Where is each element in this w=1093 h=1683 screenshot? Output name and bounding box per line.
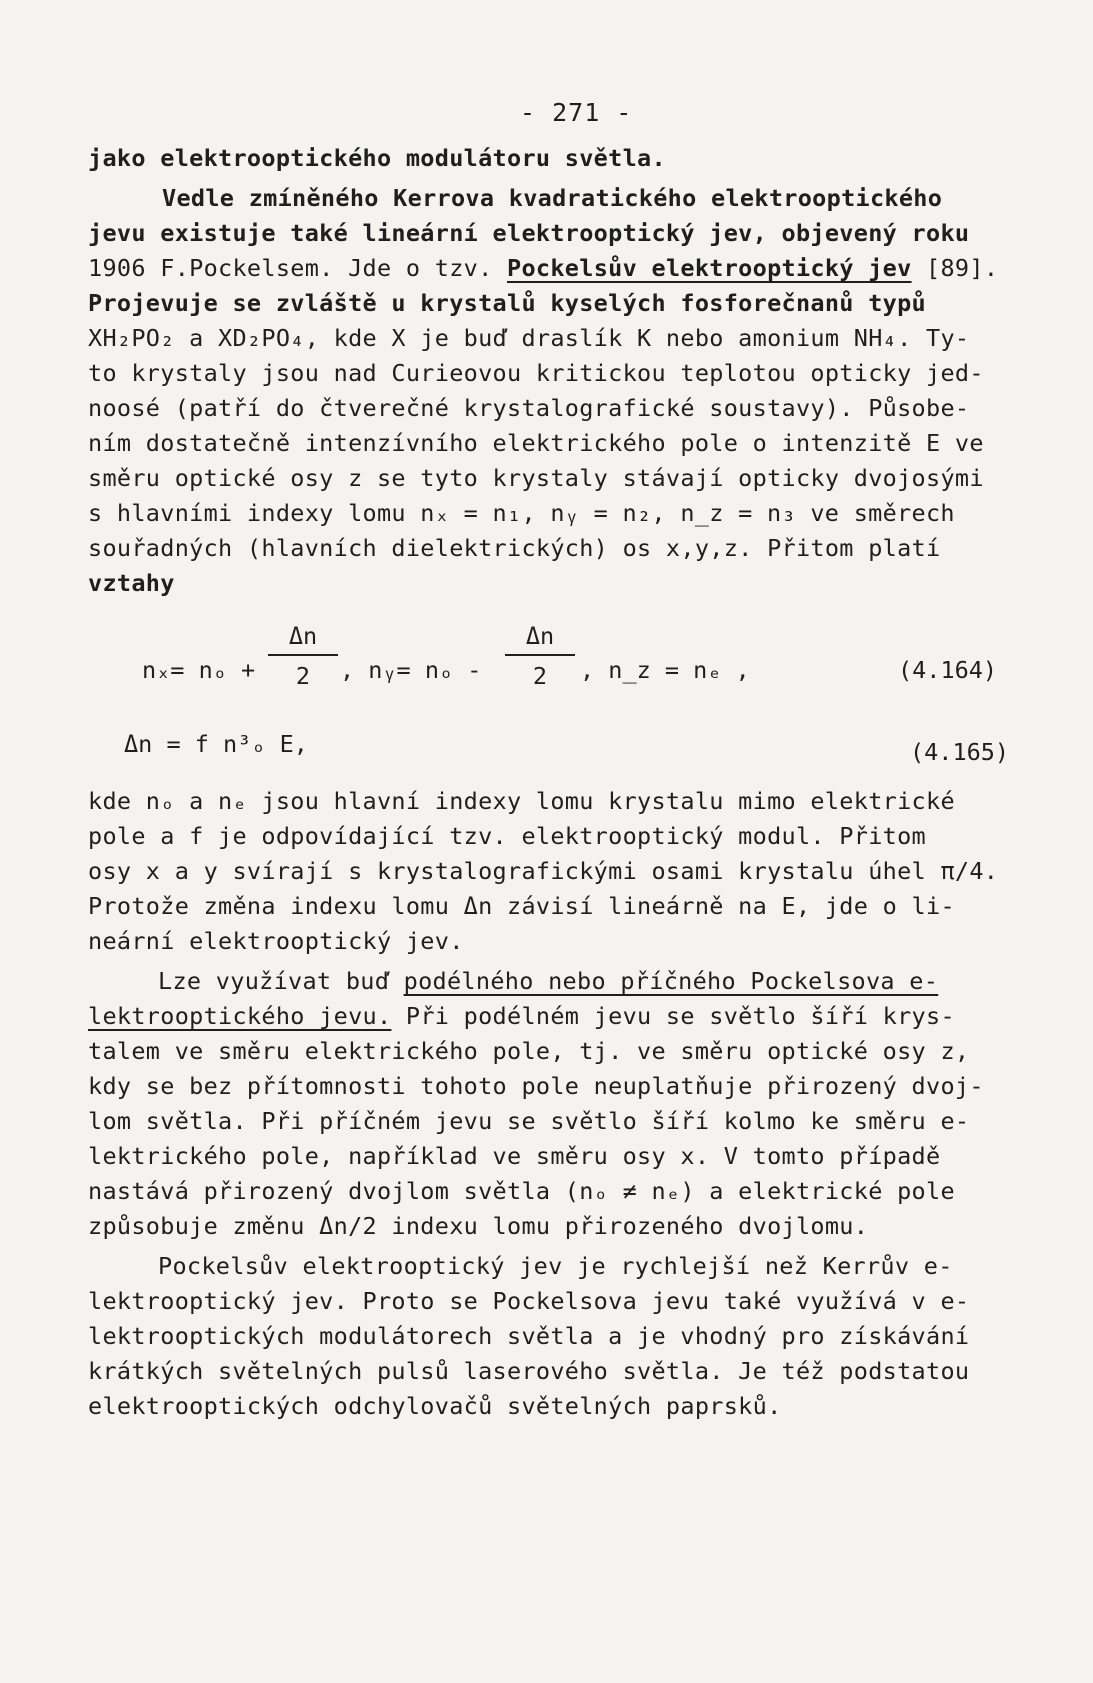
text-line: kde nₒ a nₑ jsou hlavní indexy lomu krystalu mimo elektrické (88, 787, 955, 815)
term-underlined: lektrooptického jevu. (88, 1002, 392, 1030)
text-line: krátkých světelných pulsů laserového světla. Je též podstatou (88, 1357, 970, 1385)
eq-nz: , n_z = nₑ , (580, 656, 750, 684)
text-line: neární elektrooptický jev. (88, 927, 464, 955)
text-line: jako elektrooptického modulátoru světla. (88, 144, 666, 172)
eq-ny-lhs: , nᵧ= nₒ - (340, 656, 482, 684)
text-line: Pockelsův elektrooptický jev je rychlejší než Kerrův e- (158, 1252, 953, 1280)
fraction-delta-n-over-2 (268, 622, 338, 690)
text-line: lom světla. Při příčném jevu se světlo šíří kolmo ke směru e- (88, 1107, 970, 1135)
text-line: souřadných (hlavních dielektrických) os x,y,z. Přitom platí (88, 534, 941, 562)
text-line: noosé (patří do čtverečné krystalografické soustavy). Působe- (88, 394, 970, 422)
text-line: jevu existuje také lineární elektrooptický jev, objevený roku (88, 219, 970, 247)
text-line (158, 966, 938, 996)
fraction-denominator: 2 (532, 662, 548, 690)
text-line: lektrooptických modulátorech světla a je vhodný pro získávání (88, 1322, 970, 1350)
text-line: s hlavními indexy lomu nₓ = n₁, nᵧ = n₂, n_z = n₃ ve směrech (88, 499, 955, 527)
fraction-numerator: Δn (288, 622, 318, 650)
text-line: XH₂PO₂ a XD₂PO₄, kde X je buď draslík K nebo amonium NH₄. Ty- (88, 324, 970, 352)
text-span: 1906 F.Pockelsem. Jde o tzv. (88, 254, 493, 282)
text-line (88, 1001, 955, 1031)
fraction-denominator: 2 (295, 662, 311, 690)
text-line: lektrického pole, například ve směru osy x. V tomto případě (88, 1142, 941, 1170)
page-number: - 271 - (520, 98, 633, 127)
fraction-numerator: Δn (525, 622, 555, 650)
text-line: Projevuje se zvláště u krystalů kyselých fosforečnanů typů (88, 289, 926, 317)
fraction-bar (505, 654, 575, 656)
text-line: osy x a y svírají s krystalografickými osami krystalu úhel π/4. (88, 857, 999, 885)
equation-number: (4.165) (910, 738, 1010, 766)
text-line: pole a f je odpovídající tzv. elektrooptický modul. Přitom (88, 822, 926, 850)
fraction-delta-n-over-2 (505, 622, 575, 690)
text-line: Vedle zmíněného Kerrova kvadratického elektrooptického (162, 184, 943, 212)
text-line: kdy se bez přítomnosti tohoto pole neuplatňuje přirozený dvoj- (88, 1072, 984, 1100)
text-line: elektrooptických odchylovačů světelných paprsků. (88, 1392, 782, 1420)
text-line: Protože změna indexu lomu Δn závisí lineárně na E, jde o li- (88, 892, 955, 920)
fraction-bar (268, 654, 338, 656)
text-line: nastává přirozený dvojlom světla (nₒ ≠ nₑ) a elektrické pole (88, 1177, 955, 1205)
citation: [89]. (926, 254, 999, 282)
text-line: směru optické osy z se tyto krystaly stávají opticky dvojosými (88, 464, 984, 492)
text-line: to krystaly jsou nad Curieovou kritickou teplotou opticky jed- (88, 359, 984, 387)
text-line: lektrooptický jev. Proto se Pockelsova jevu také využívá v e- (88, 1287, 970, 1315)
term-underlined: podélného nebo příčného Pockelsova e- (403, 967, 939, 995)
text-line: vztahy (88, 569, 175, 597)
eq-delta-n: Δn = f n³ₒ E, (124, 730, 308, 758)
text-span: Při podélném jevu se světlo šíří krys- (391, 1002, 955, 1030)
text-span: Lze využívat buď (158, 967, 390, 995)
term-underlined: Pockelsův elektrooptický jev (507, 254, 912, 282)
text-line (88, 253, 998, 283)
text-line: talem ve směru elektrického pole, tj. ve směru optické osy z, (88, 1037, 970, 1065)
eq-nx-lhs: nₓ= nₒ + (142, 656, 256, 684)
text-line: ním dostatečně intenzívního elektrického pole o intenzitě E ve (88, 429, 984, 457)
text-line: způsobuje změnu Δn/2 indexu lomu přirozeného dvojlomu. (88, 1212, 869, 1240)
equation-number: (4.164) (898, 656, 998, 684)
